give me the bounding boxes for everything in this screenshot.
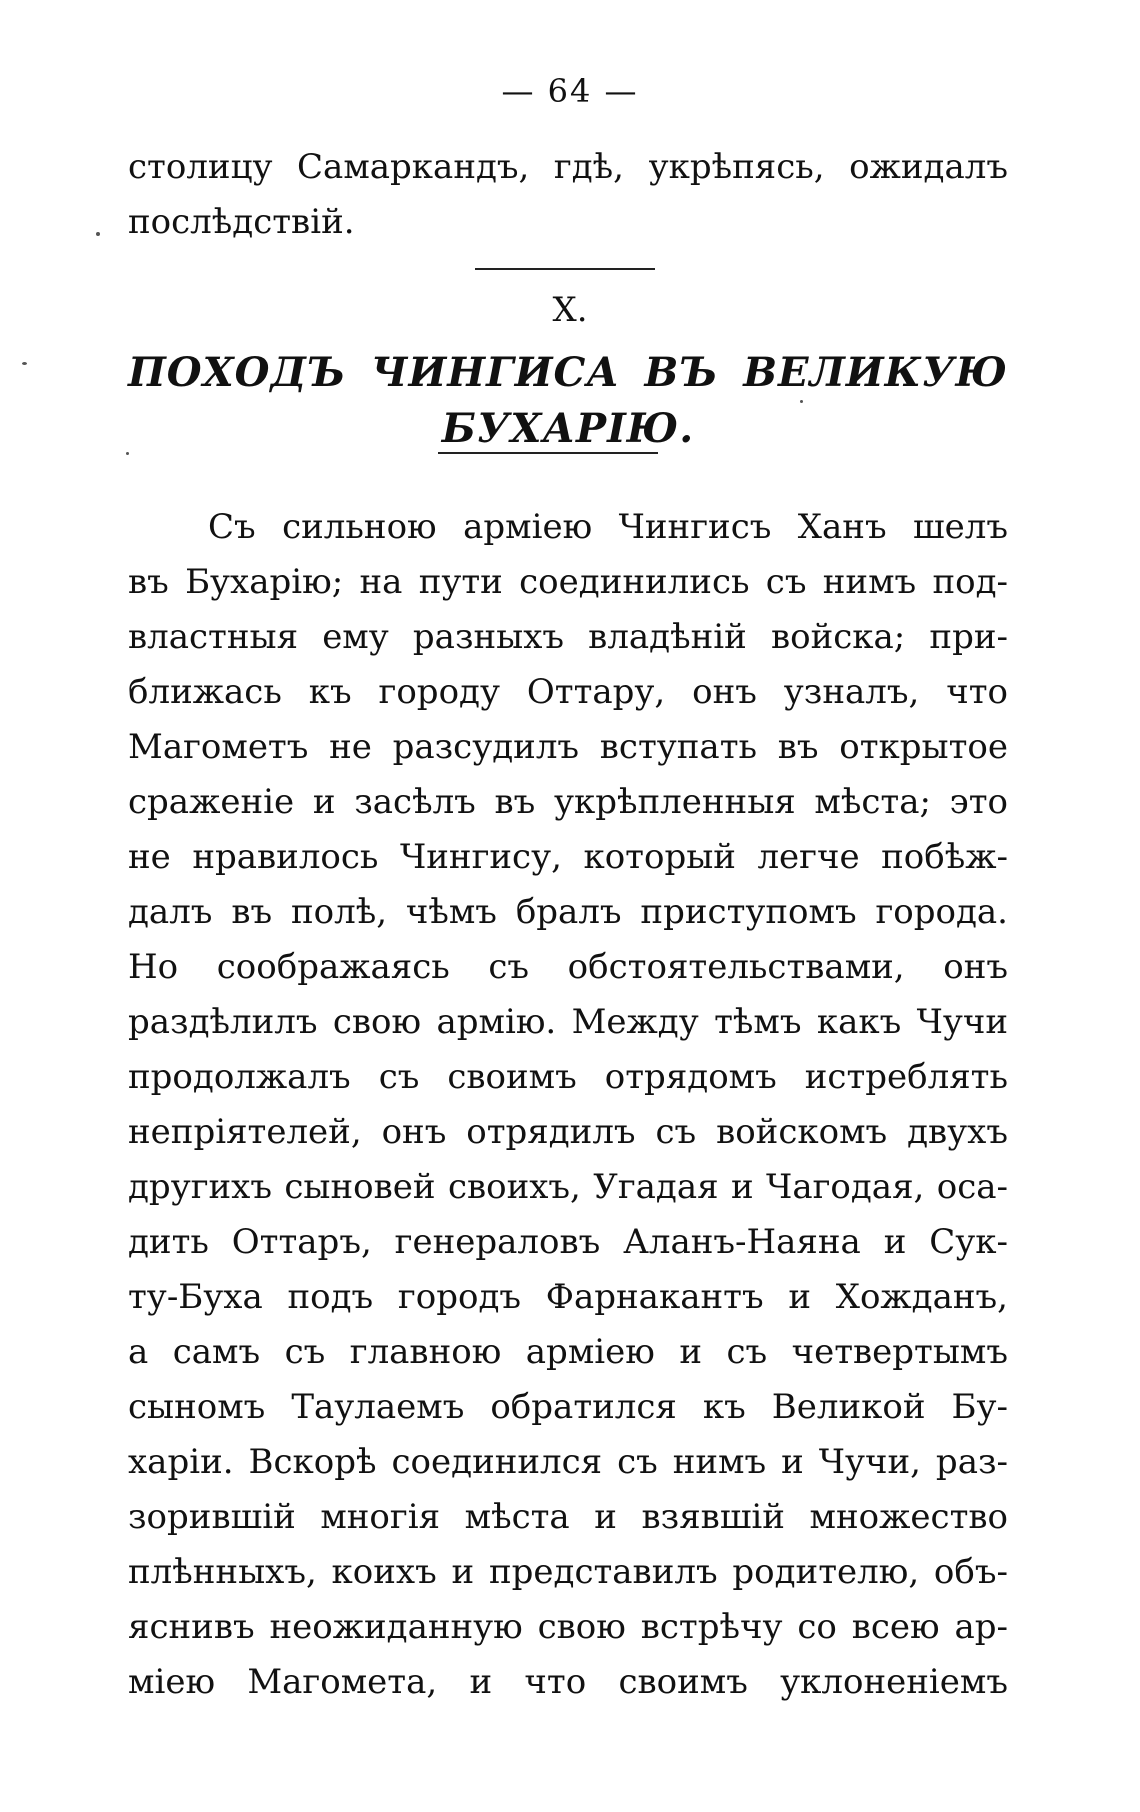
carryover-line: столицу Самаркандъ, гдѣ, укрѣпясь, ожидалъ bbox=[128, 147, 1008, 187]
body-line: раздѣлилъ свою армію. Между тѣмъ какъ Чучи bbox=[128, 1002, 1008, 1042]
body-line: зорившій многія мѣста и взявшій множество bbox=[128, 1497, 1008, 1537]
carryover-paragraph bbox=[128, 140, 1008, 250]
carryover-line: послѣдствій. bbox=[128, 202, 355, 242]
body-line: харіи. Вскорѣ соединился съ нимъ и Чучи, раз- bbox=[128, 1442, 1008, 1482]
body-line: а самъ съ главною арміею и съ четвертымъ bbox=[128, 1332, 1008, 1372]
body-line: сраженіе и засѣлъ въ укрѣпленныя мѣста; это bbox=[128, 782, 1008, 822]
print-speck bbox=[126, 452, 129, 455]
print-speck bbox=[96, 232, 100, 236]
body-line: въ Бухарію; на пути соединились съ нимъ под- bbox=[128, 562, 1008, 602]
body-line: ближась къ городу Оттару, онъ узналъ, что bbox=[128, 672, 1008, 712]
body-line: дить Оттаръ, генераловъ Аланъ-Наяна и Сук- bbox=[128, 1222, 1008, 1262]
body-line: властныя ему разныхъ владѣній войска; при- bbox=[128, 617, 1008, 657]
body-line: непріятелей, онъ отрядилъ съ войскомъ двухъ bbox=[128, 1112, 1008, 1152]
body-line: яснивъ неожиданную свою встрѣчу со всею ар- bbox=[128, 1607, 1008, 1647]
print-speck bbox=[22, 362, 27, 365]
body-line: продолжалъ съ своимъ отрядомъ истреблять bbox=[128, 1057, 1008, 1097]
body-line: міею Магомета, и что своимъ уклоненіемъ bbox=[128, 1662, 1008, 1702]
body-line: сыномъ Таулаемъ обратился къ Великой Бу- bbox=[128, 1387, 1008, 1427]
page-number: — 64 — bbox=[501, 72, 639, 110]
section-divider-top bbox=[475, 268, 655, 270]
body-line: далъ въ полѣ, чѣмъ бралъ приступомъ города. bbox=[128, 892, 1008, 932]
print-speck bbox=[800, 400, 803, 403]
chapter-title-line: БУХАРІЮ. bbox=[441, 405, 695, 452]
body-line: Магометъ не разсудилъ вступать въ открытое bbox=[128, 727, 1008, 767]
chapter-number: X. bbox=[552, 290, 588, 330]
body-line: ту-Буха подъ городъ Фарнакантъ и Хожданъ, bbox=[128, 1277, 1008, 1317]
body-line: Съ сильною арміею Чингисъ Ханъ шелъ bbox=[208, 507, 1008, 547]
body-line: Но соображаясь съ обстоятельствами, онъ bbox=[128, 947, 1008, 987]
section-divider-bottom bbox=[438, 452, 658, 454]
body-paragraph bbox=[128, 500, 1008, 1710]
body-line: другихъ сыновей своихъ, Угадая и Чагодая, оса- bbox=[128, 1167, 1008, 1207]
chapter-title bbox=[128, 345, 1008, 457]
body-line: плѣнныхъ, коихъ и представилъ родителю, объ- bbox=[128, 1552, 1008, 1592]
chapter-title-line: ПОХОДЪ ЧИНГИСА ВЪ ВЕЛИКУЮ bbox=[128, 349, 1008, 396]
body-line: не нравилось Чингису, который легче побѣж- bbox=[128, 837, 1008, 877]
